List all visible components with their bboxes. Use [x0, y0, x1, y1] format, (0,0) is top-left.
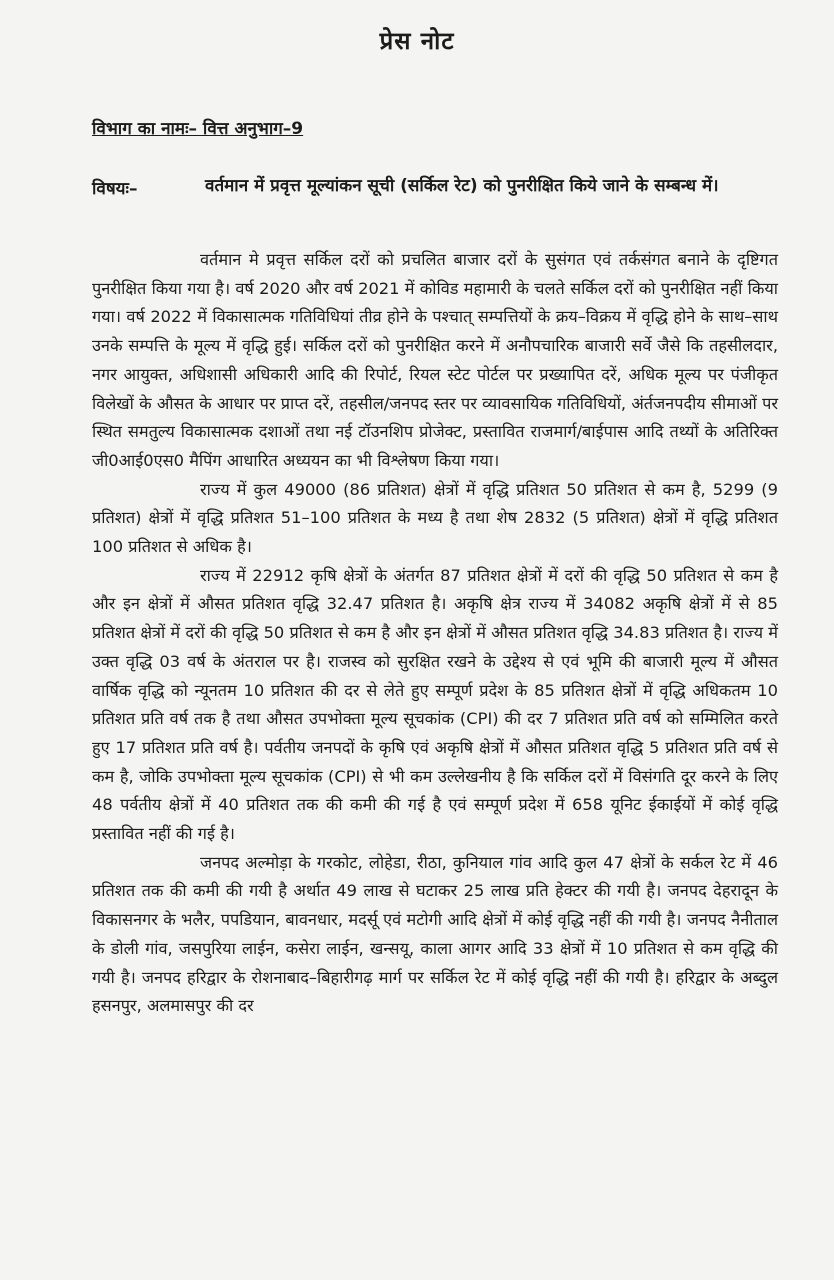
page-title: प्रेस नोट [379, 27, 455, 55]
paragraph-4: जनपद अल्मोड़ा के गरकोट, लोहेडा, रीठा, कुनियाल गांव आदि कुल 47 क्षेत्रों के सर्कल रेट में 46 प्रतिशत तक की कमी की गयी है अर्थात 49 लाख से घटाकर 25 लाख प्रति हेक्टर की गयी है। जनपद देहरादून के विकासनगर के भलैर, पपडियान, बावनधार, मदर्सू एवं मटोगी आदि क्षेत्रों में कोई वृद्धि नहीं की गयी है। जनपद नैनीताल के डोली गांव, जसपुरिया लाईन, कसेरा लाईन, खन्सयू, काला आगर आदि 33 क्षेत्रों में 10 प्रतिशत से कम वृद्धि की गयी है। जनपद हरिद्वार के रोशनाबाद–बिहारीगढ़ मार्ग पर सर्किल रेट में कोई वृद्धि नहीं की गयी है। हरिद्वार के अब्दुल हसनपुर, अलमासपुर की दर [92, 852, 778, 1016]
subject-text: वर्तमान में प्रवृत्त मूल्यांकन सूची (सर्किल रेट) को पुनरीक्षित किये जाने के सम्बन्ध में। [205, 176, 719, 196]
department-line: विभाग का नामः– वित्त अनुभाग–9 [92, 119, 304, 139]
paragraph-2: राज्य में कुल 49000 (86 प्रतिशत) क्षेत्रों में वृद्धि प्रतिशत 50 प्रतिशत से कम है, 5299 (9 प्रतिशत) क्षेत्रों में वृद्धि प्रतिशत 51–100 प्रतिशत के मध्य है तथा शेष 2832 (5 प्रतिशत) क्षेत्रों में वृद्धि प्रतिशत 100 प्रतिशत से अधिक है। [92, 479, 778, 557]
subject-label: विषयः– [92, 179, 138, 199]
body-text [92, 246, 778, 1021]
paragraph-1: वर्तमान मे प्रवृत्त सर्किल दरों को प्रचलित बाजार दरों के सुसंगत एवं तर्कसंगत बनाने के दृष्टिगत पुनरीक्षित किया गया है। वर्ष 2020 और वर्ष 2021 में कोविड महामारी के चलते सर्किल दरों को पुनरीक्षित नहीं किया गया। वर्ष 2022 में विकासात्मक गतिविधियां तीव्र होने के पश्चात् सम्पत्तियों के क्रय–विक्रय में वृद्धि होने के साथ–साथ उनके सम्पत्ति के मूल्य में वृद्धि हुई। सर्किल दरों को पुनरीक्षित करने में अनौपचारिक बाजारी सर्वे जैसे कि तहसीलदार, नगर आयुक्त, अधिशासी अधिकारी आदि की रिपोर्ट, रियल स्टेट पोर्टल पर प्रख्यापित दरें, अधिक मूल्य पर पंजीकृत विलेखों के औसत के आधार पर प्राप्त दरें, तहसील/जनपद स्तर पर व्यावसायिक गतिविधियों, अंर्तजनपदीय सीमाओं पर स्थित समतुल्य विकासात्मक दशाओं तथा नई टॉउनशिप प्रोजेक्ट, प्रस्तावित राजमार्ग/बाईपास आदि तथ्यों के अतिरिक्त जी0आई0एस0 मैपिंग आधारित अध्ययन का भी विश्लेषण किया गया। [92, 250, 778, 470]
paragraph-3: राज्य में 22912 कृषि क्षेत्रों के अंतर्गत 87 प्रतिशत क्षेत्रों में दरों की वृद्धि 50 प्रतिशत से कम है और इन क्षेत्रों में औसत प्रतिशत वृद्धि 32.47 प्रतिशत है। अकृषि क्षेत्र राज्य में 34082 अकृषि क्षेत्रों में से 85 प्रतिशत क्षेत्रों में दरों की वृद्धि 50 प्रतिशत से कम है और इन क्षेत्रों में औसत प्रतिशत वृद्धि 34.83 प्रतिशत है। राज्य में उक्त वृद्धि 03 वर्ष के अंतराल पर है। राजस्व को सुरक्षित रखने के उद्देश्य से एवं भूमि की बाजारी मूल्य में औसत वार्षिक वृद्धि को न्यूनतम 10 प्रतिशत की दर से लेते हुए सम्पूर्ण प्रदेश के 85 प्रतिशत क्षेत्रों में वृद्धि अधिकतम 10 प्रतिशत प्रति वर्ष तक है तथा औसत उपभोक्ता मूल्य सूचकांक (CPI) की दर 7 प्रतिशत प्रति वर्ष को सम्मिलित करते हुए 17 प्रतिशत प्रति वर्ष है। पर्वतीय जनपदों के कृषि एवं अकृषि क्षेत्रों में औसत प्रतिशत वृद्धि 5 प्रतिशत प्रति वर्ष से कम है, जोकि उपभोक्ता मूल्य सूचकांक (CPI) से भी कम उल्लेखनीय है कि सर्किल दरों में विसंगति दूर करने के लिए 48 पर्वतीय क्षेत्रों में 40 प्रतिशत तक की कमी की गई है एवं सम्पूर्ण प्रदेश में 658 यूनिट ईकाईयों में कोई वृद्धि प्रस्तावित नहीं की गई है। [92, 565, 778, 844]
